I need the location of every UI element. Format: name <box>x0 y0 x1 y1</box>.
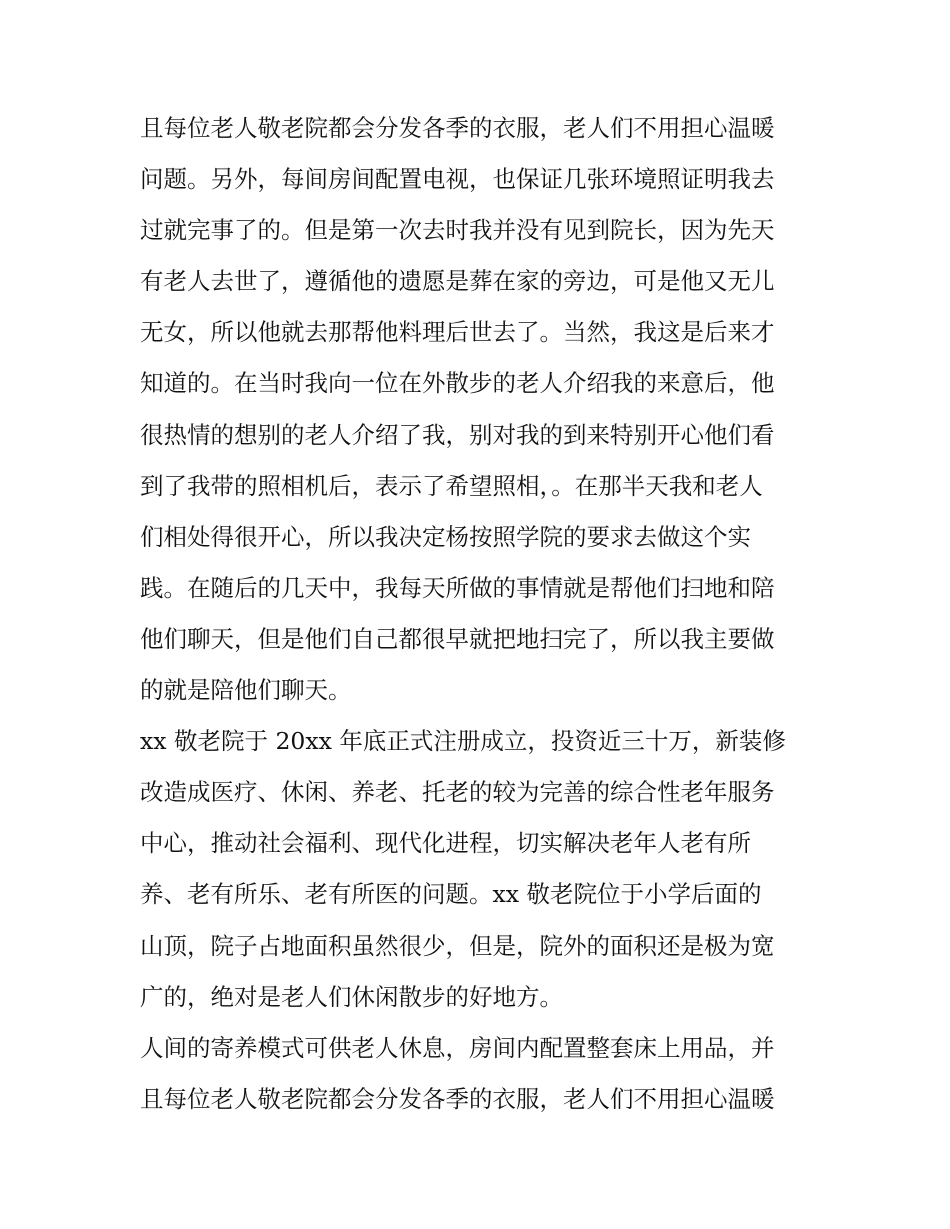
text-line: 问题。另外，每间房间配置电视，也保证几张环境照证明我去 <box>140 165 775 194</box>
text-line: 人间的寄养模式可供老人休息，房间内配置整套床上用品，并 <box>140 1033 775 1062</box>
text-line: 知道的。在当时我向一位在外散步的老人介绍我的来意后，他 <box>140 369 775 398</box>
document-body <box>140 103 812 1125</box>
text-line: 无女，所以他就去那帮他料理后世去了。当然，我这是后来才 <box>140 318 775 347</box>
text-line: 改造成医疗、休闲、养老、托老的较为完善的综合性老年服务 <box>140 778 775 807</box>
text-line: 们相处得很开心，所以我决定杨按照学院的要求去做这个实 <box>140 522 751 551</box>
text-line: 有老人去世了，遵循他的遗愿是葬在家的旁边，可是他又无儿 <box>140 267 775 296</box>
text-line: 广的，绝对是老人们休闲散步的好地方。 <box>140 982 563 1011</box>
text-line: 到了我带的照相机后，表示了希望照相，。在那半天我和老人 <box>140 471 763 500</box>
text-line: 且每位老人敬老院都会分发各季的衣服，老人们不用担心温暖 <box>140 1084 775 1113</box>
text-line: 养、老有所乐、老有所医的问题。xx 敬老院位于小学后面的 <box>140 880 762 909</box>
text-line: xx 敬老院于 20xx 年底正式注册成立，投资近三十万，新装修 <box>140 727 786 756</box>
text-line: 且每位老人敬老院都会分发各季的衣服，老人们不用担心温暖 <box>140 114 775 142</box>
text-line: 他们聊天，但是他们自己都很早就把地扫完了，所以我主要做 <box>140 624 775 653</box>
text-line: 山顶，院子占地面积虽然很少，但是，院外的面积还是极为宽 <box>140 931 775 960</box>
text-line: 过就完事了的。但是第一次去时我并没有见到院长，因为先天 <box>140 216 775 245</box>
text-line: 中心，推动社会福利、现代化进程，切实解决老年人老有所 <box>140 829 751 858</box>
text-line: 很热情的想别的老人介绍了我，别对我的到来特别开心他们看 <box>140 420 775 449</box>
text-line: 践。在随后的几天中，我每天所做的事情就是帮他们扫地和陪 <box>140 573 775 602</box>
text-line: 的就是陪他们聊天。 <box>140 676 352 705</box>
